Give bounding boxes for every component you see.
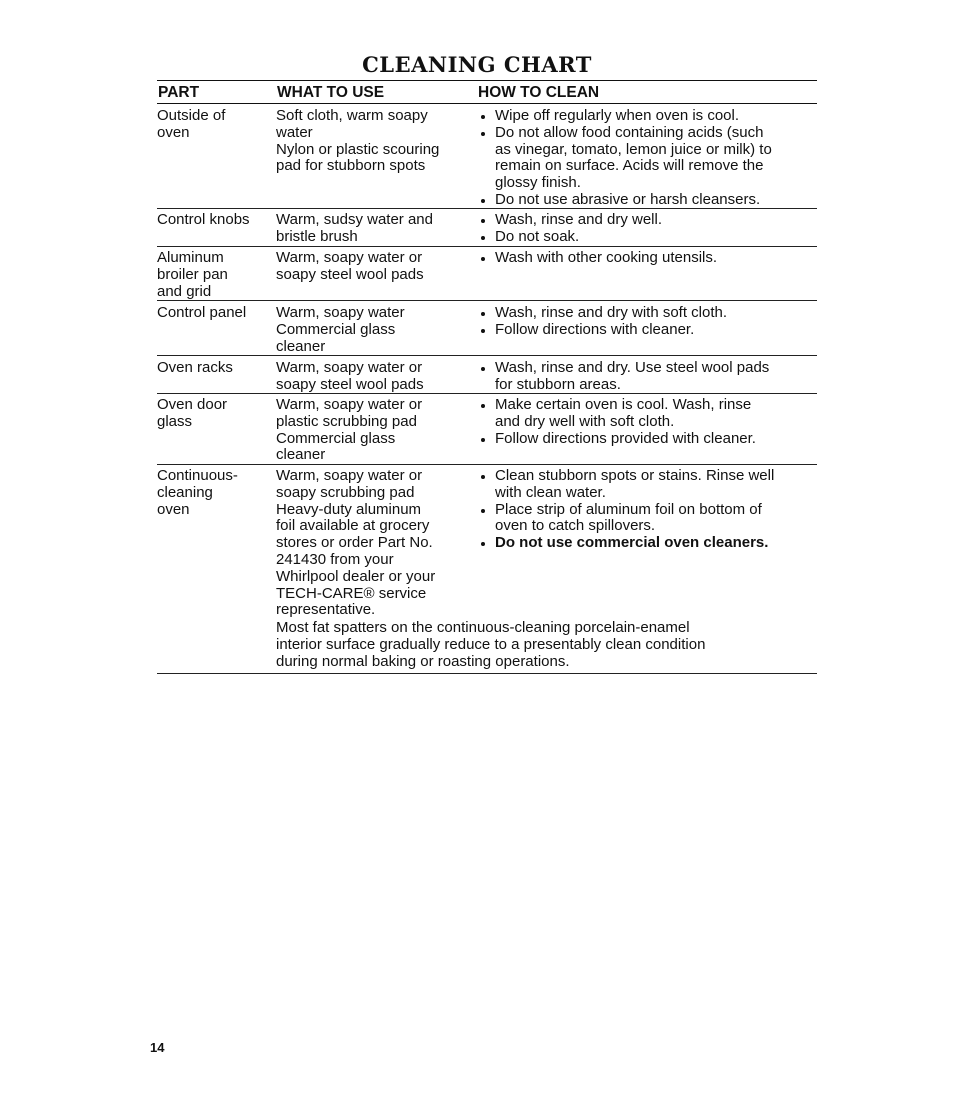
- part-cell: [157, 250, 272, 300]
- what-to-use-line: Whirlpool dealer or your: [276, 567, 436, 585]
- header-what-to-use: WHAT TO USE: [277, 84, 385, 101]
- instruction-line: for stubborn areas.: [495, 375, 621, 393]
- instruction-line: Wipe off regularly when oven is cool.: [495, 107, 740, 124]
- instruction-line: Follow directions provided with cleaner.: [495, 429, 756, 447]
- what-to-use-cell: [276, 108, 471, 175]
- what-to-use-cell: [276, 360, 471, 394]
- what-to-use-line: Commercial glass: [276, 429, 396, 447]
- instruction-bullet: [478, 125, 818, 192]
- part-cell: [157, 305, 272, 322]
- instruction-line: Clean stubborn spots or stains. Rinse well: [495, 467, 775, 484]
- what-to-use-line: water: [276, 123, 313, 141]
- row-separator: [157, 208, 817, 209]
- what-to-use-cell: [276, 212, 471, 246]
- what-to-use-cell: [276, 305, 471, 355]
- what-to-use-line: TECH-CARE® service: [276, 584, 427, 602]
- header-part: PART: [158, 84, 200, 101]
- row-separator: [157, 300, 817, 301]
- row-separator: [157, 393, 817, 394]
- continuous-cleaning-note: [276, 620, 821, 670]
- instruction-line: glossy finish.: [495, 174, 581, 192]
- instruction-bullet: [478, 305, 818, 322]
- instruction-line: Wash, rinse and dry well.: [495, 211, 663, 228]
- table-bottom-rule: [157, 673, 817, 674]
- instruction-bullet: [478, 229, 818, 246]
- instruction-bullet: [478, 212, 818, 229]
- what-to-use-line: cleaner: [276, 446, 326, 464]
- header-how-to-clean: HOW TO CLEAN: [478, 84, 600, 101]
- header-top-rule: [157, 80, 817, 81]
- instruction-bullet: [478, 502, 818, 536]
- instruction-line: Wash, rinse and dry with soft cloth.: [495, 304, 728, 321]
- part-line: cleaning: [157, 483, 213, 501]
- how-to-clean-cell: [478, 305, 818, 339]
- what-to-use-line: cleaner: [276, 337, 326, 355]
- part-line: Oven racks: [157, 359, 233, 376]
- what-to-use-line: Warm, soapy water or: [276, 359, 423, 376]
- page-number: 14: [150, 1040, 165, 1055]
- instruction-bullet: [478, 468, 818, 502]
- part-cell: [157, 468, 272, 518]
- what-to-use-line: Warm, soapy water or: [276, 249, 423, 266]
- part-line: Aluminum: [157, 249, 224, 266]
- what-to-use-cell: [276, 468, 471, 619]
- header-bottom-rule: [157, 103, 817, 104]
- what-to-use-cell: [276, 397, 471, 464]
- what-to-use-line: Nylon or plastic scouring: [276, 140, 440, 158]
- what-to-use-line: Warm, soapy water or: [276, 396, 423, 413]
- what-to-use-line: soapy steel wool pads: [276, 265, 424, 283]
- what-to-use-line: soapy scrubbing pad: [276, 483, 415, 501]
- instruction-line: Make certain oven is cool. Wash, rinse: [495, 396, 752, 413]
- part-line: Outside of: [157, 107, 226, 124]
- instruction-line: Wash with other cooking utensils.: [495, 249, 718, 266]
- what-to-use-line: Warm, sudsy water and: [276, 211, 433, 228]
- instruction-bullet: [478, 360, 818, 394]
- row-separator: [157, 246, 817, 247]
- part-line: broiler pan: [157, 265, 228, 283]
- part-line: Control knobs: [157, 211, 250, 228]
- how-to-clean-cell: [478, 250, 818, 267]
- what-to-use-line: bristle brush: [276, 227, 358, 245]
- what-to-use-line: plastic scrubbing pad: [276, 412, 417, 430]
- instruction-line: and dry well with soft cloth.: [495, 412, 675, 430]
- what-to-use-line: soapy steel wool pads: [276, 375, 424, 393]
- instruction-line: Do not use abrasive or harsh cleansers.: [495, 190, 761, 208]
- part-line: glass: [157, 412, 193, 430]
- instruction-bullet: [478, 250, 818, 267]
- what-to-use-line: 241430 from your: [276, 550, 394, 568]
- instruction-line: oven to catch spillovers.: [495, 517, 656, 535]
- part-cell: [157, 360, 272, 377]
- what-to-use-line: Soft cloth, warm soapy: [276, 107, 428, 124]
- chart-title: CLEANING CHART: [362, 52, 592, 77]
- part-cell: [157, 212, 272, 229]
- part-cell: [157, 397, 272, 431]
- instruction-line: Do not soak.: [495, 227, 580, 245]
- instruction-bullet: [478, 192, 818, 209]
- instruction-bullet: [478, 108, 818, 125]
- what-to-use-line: stores or order Part No.: [276, 534, 433, 552]
- what-to-use-line: Warm, soapy water: [276, 304, 405, 321]
- instruction-bullet: [478, 535, 818, 552]
- what-to-use-line: representative.: [276, 601, 376, 619]
- part-line: oven: [157, 123, 190, 141]
- instruction-line: Follow directions with cleaner.: [495, 320, 695, 338]
- what-to-use-line: Warm, soapy water or: [276, 467, 423, 484]
- how-to-clean-cell: [478, 468, 818, 552]
- what-to-use-line: pad for stubborn spots: [276, 157, 426, 175]
- how-to-clean-cell: [478, 397, 818, 447]
- what-to-use-line: foil available at grocery: [276, 517, 430, 535]
- what-to-use-cell: [276, 250, 471, 284]
- instruction-bullet: [478, 397, 818, 431]
- instruction-line: Place strip of aluminum foil on bottom of: [495, 500, 762, 518]
- note-line: during normal baking or roasting operations.: [276, 652, 570, 670]
- instruction-line: with clean water.: [495, 483, 606, 501]
- part-line: Oven door: [157, 396, 228, 413]
- row-separator: [157, 355, 817, 356]
- note-line: interior surface gradually reduce to a presentably clean condition: [276, 635, 706, 653]
- part-line: oven: [157, 500, 190, 518]
- part-line: and grid: [157, 282, 212, 300]
- note-line: Most fat spatters on the continuous-cleaning porcelain-enamel: [276, 619, 690, 636]
- part-line: Control panel: [157, 304, 247, 321]
- what-to-use-line: Commercial glass: [276, 320, 396, 338]
- instruction-bullet: [478, 431, 818, 448]
- instruction-line: as vinegar, tomato, lemon juice or milk) to: [495, 140, 772, 158]
- instruction-bullet: [478, 322, 818, 339]
- instruction-line: Wash, rinse and dry. Use steel wool pads: [495, 359, 770, 376]
- instruction-line: remain on surface. Acids will remove the: [495, 157, 764, 175]
- part-cell: [157, 108, 272, 142]
- what-to-use-line: Heavy-duty aluminum: [276, 500, 422, 518]
- how-to-clean-cell: [478, 360, 818, 394]
- how-to-clean-cell: [478, 108, 818, 209]
- row-separator: [157, 464, 817, 465]
- part-line: Continuous-: [157, 467, 238, 484]
- how-to-clean-cell: [478, 212, 818, 246]
- instruction-line: Do not allow food containing acids (such: [495, 123, 764, 141]
- instruction-line: Do not use commercial oven cleaners.: [495, 534, 769, 552]
